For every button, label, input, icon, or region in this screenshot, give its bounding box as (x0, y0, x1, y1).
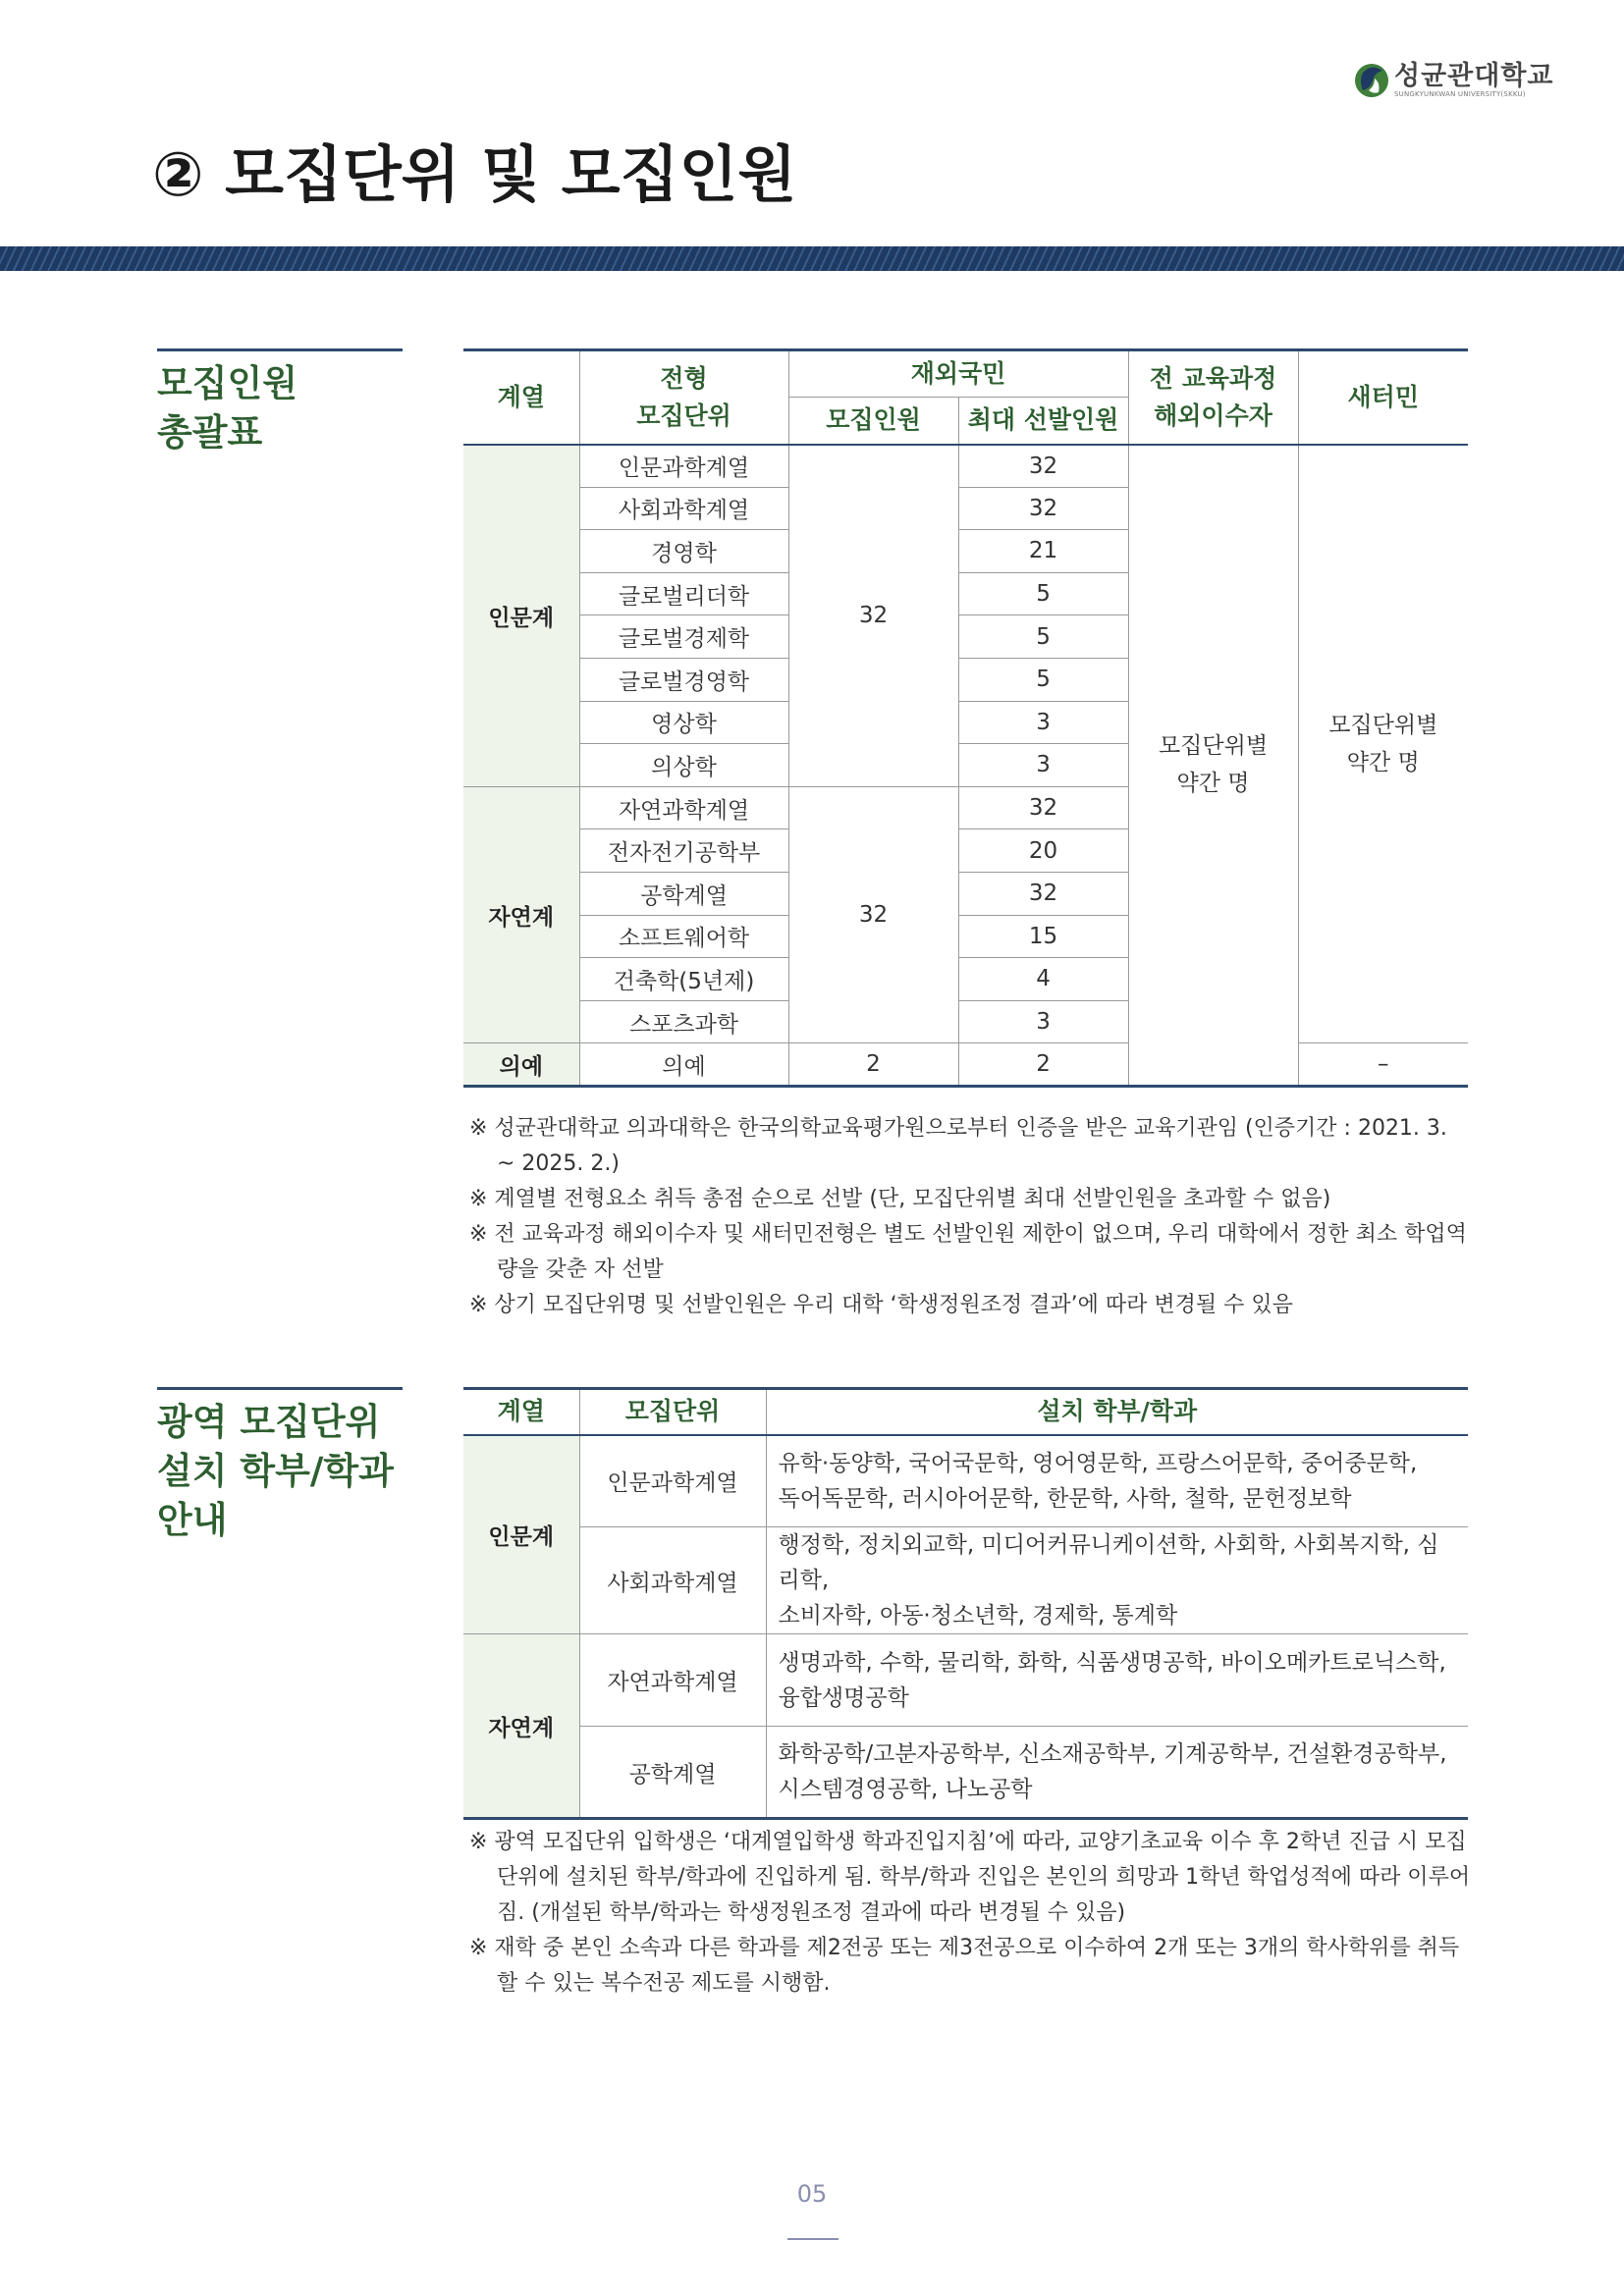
section-label-line: 설치 학부/학과 (157, 1450, 394, 1492)
note-item: ※ 성균관대학교 의과대학은 한국의학교육평가원으로부터 인증을 받은 교육기관임 (인증기간 : 2021. 3. ~ 2025. 2.) (469, 1116, 1447, 1176)
note-item: ※ 전 교육과정 해외이수자 및 새터민전형은 별도 선발인원 제한이 없으며, 우리 대학에서 정한 최소 학업역량을 갖춘 자 선발 (469, 1222, 1467, 1282)
header-overseas-quota: 모집인원 (788, 398, 958, 445)
note-item: ※ 상기 모집단위명 및 선발인원은 우리 대학 ‘학생정원조정 결과’에 따라 변경될 수 있음 (469, 1293, 1293, 1317)
skku-emblem-icon (1353, 59, 1390, 102)
unit-cell: 전자전기공학부 (579, 829, 788, 873)
unit-cell: 글로벌리더학 (579, 572, 788, 615)
logo-name: 성균관대학교 (1394, 61, 1554, 91)
max-cell: 32 (958, 872, 1128, 915)
header-unit: 모집단위 (579, 1389, 766, 1435)
header-full-curriculum: 전 교육과정 해외이수자 (1128, 350, 1298, 445)
unit-cell: 글로벌경영학 (579, 658, 788, 701)
notes-section2 (469, 1825, 1471, 2002)
unit-cell: 의상학 (579, 744, 788, 787)
note-item: ※ 재학 중 본인 소속과 다른 학과를 제2전공 또는 제3전공으로 이수하여 2개 또는 3개의 학사학위를 취득할 수 있는 복수전공 제도를 시행함. (469, 1936, 1460, 1996)
unit-cell: 인문과학계열 (579, 445, 788, 488)
north-korean-defector-medical-cell: – (1298, 1043, 1468, 1087)
unit-cell: 영상학 (579, 701, 788, 744)
max-cell: 5 (958, 572, 1128, 615)
max-cell: 5 (958, 615, 1128, 659)
unit-cell: 스포츠과학 (579, 1000, 788, 1043)
group-cell: 의예 (463, 1043, 579, 1087)
page-title: ② 모집단위 및 모집인원 (152, 138, 797, 210)
section-label-quota-summary (157, 348, 403, 457)
unit-cell: 공학계열 (579, 872, 788, 915)
group-cell: 인문계 (463, 1435, 579, 1634)
unit-cell: 사회과학계열 (579, 487, 788, 530)
quota-cell: 32 (788, 445, 958, 787)
header-group: 계열 (463, 1389, 579, 1435)
header-north-korean-defector: 새터민 (1298, 350, 1468, 445)
section-label-line: 모집인원 (157, 362, 298, 404)
section-label-line: 총괄표 (157, 411, 263, 454)
full-curriculum-cell: 모집단위별 약간 명 (1128, 445, 1298, 1087)
header-band (0, 246, 1624, 271)
unit-cell: 소프트웨어학 (579, 915, 788, 958)
header-unit: 전형 모집단위 (579, 350, 788, 445)
max-cell: 5 (958, 658, 1128, 701)
max-cell: 20 (958, 829, 1128, 873)
max-cell: 2 (958, 1043, 1128, 1087)
max-cell: 32 (958, 786, 1128, 829)
page-number-underline (787, 2238, 839, 2240)
group-cell: 자연계 (463, 786, 579, 1043)
unit-cell: 건축학(5년제) (579, 958, 788, 1001)
header-group: 계열 (463, 350, 579, 445)
max-cell: 3 (958, 701, 1128, 744)
table-row (463, 1435, 1468, 1527)
page-number: 05 (796, 2180, 828, 2208)
majors-cell: 유학·동양학, 국어국문학, 영어영문학, 프랑스어문학, 중어중문학, 독어독문학, 러시아어문학, 한문학, 사학, 철학, 문헌정보학 (766, 1435, 1468, 1527)
max-cell: 32 (958, 487, 1128, 530)
header-majors: 설치 학부/학과 (766, 1389, 1468, 1435)
unit-cell: 자연과학계열 (579, 1634, 766, 1727)
header-overseas-max: 최대 선발인원 (958, 398, 1128, 445)
unit-cell: 자연과학계열 (579, 786, 788, 829)
majors-cell: 행정학, 정치외교학, 미디어커뮤니케이션학, 사회학, 사회복지학, 심리학, 소비자학, 아동·청소년학, 경제학, 통계학 (766, 1527, 1468, 1634)
max-cell: 3 (958, 1000, 1128, 1043)
table-row (463, 1727, 1468, 1819)
table-row (463, 1043, 1468, 1087)
logo-subtitle: SUNGKYUNKWAN UNIVERSITY(SKKU) (1394, 90, 1526, 98)
notes-section1 (469, 1111, 1471, 1323)
unit-cell: 글로벌경제학 (579, 615, 788, 659)
unit-cell: 인문과학계열 (579, 1435, 766, 1527)
max-cell: 4 (958, 958, 1128, 1001)
note-item: ※ 광역 모집단위 입학생은 ‘대계열입학생 학과진입지침’에 따라, 교양기초교육 이수 후 2학년 진급 시 모집단위에 설치된 학부/학과에 진입하게 됨. 학부/학과 진입은 본인의 희망과 1학년 학업성적에 따라 이루어짐. (개설된 학부/학과는 학생정원조정 결과에 따라 변경될 수 있음) (469, 1830, 1471, 1925)
max-cell: 32 (958, 445, 1128, 488)
max-cell: 15 (958, 915, 1128, 958)
note-item: ※ 계열별 전형요소 취득 총점 순으로 선발 (단, 모집단위별 최대 선발인원을 초과할 수 없음) (469, 1187, 1331, 1211)
majors-cell: 생명과학, 수학, 물리학, 화학, 식품생명공학, 바이오메카트로닉스학, 융합생명공학 (766, 1634, 1468, 1727)
unit-cell: 경영학 (579, 530, 788, 573)
table-row (463, 445, 1468, 488)
max-cell: 21 (958, 530, 1128, 573)
unit-cell: 공학계열 (579, 1727, 766, 1819)
section-label-line: 광역 모집단위 (157, 1401, 381, 1443)
group-cell: 자연계 (463, 1634, 579, 1819)
unit-cell: 사회과학계열 (579, 1527, 766, 1634)
quota-cell: 2 (788, 1043, 958, 1087)
university-logo (1353, 59, 1554, 102)
wide-units-table (463, 1387, 1468, 1820)
header-overseas: 재외국민 (788, 350, 1128, 398)
north-korean-defector-cell: 모집단위별 약간 명 (1298, 445, 1468, 1043)
majors-cell: 화학공학/고분자공학부, 신소재공학부, 기계공학부, 건설환경공학부, 시스템경영공학, 나노공학 (766, 1727, 1468, 1819)
table-row (463, 1634, 1468, 1727)
table-row (463, 1527, 1468, 1634)
group-cell: 인문계 (463, 445, 579, 787)
unit-cell: 의예 (579, 1043, 788, 1087)
section-label-wide-units (157, 1387, 403, 1545)
max-cell: 3 (958, 744, 1128, 787)
quota-cell: 32 (788, 786, 958, 1043)
section-label-line: 안내 (157, 1499, 228, 1541)
quota-summary-table (463, 348, 1468, 1088)
